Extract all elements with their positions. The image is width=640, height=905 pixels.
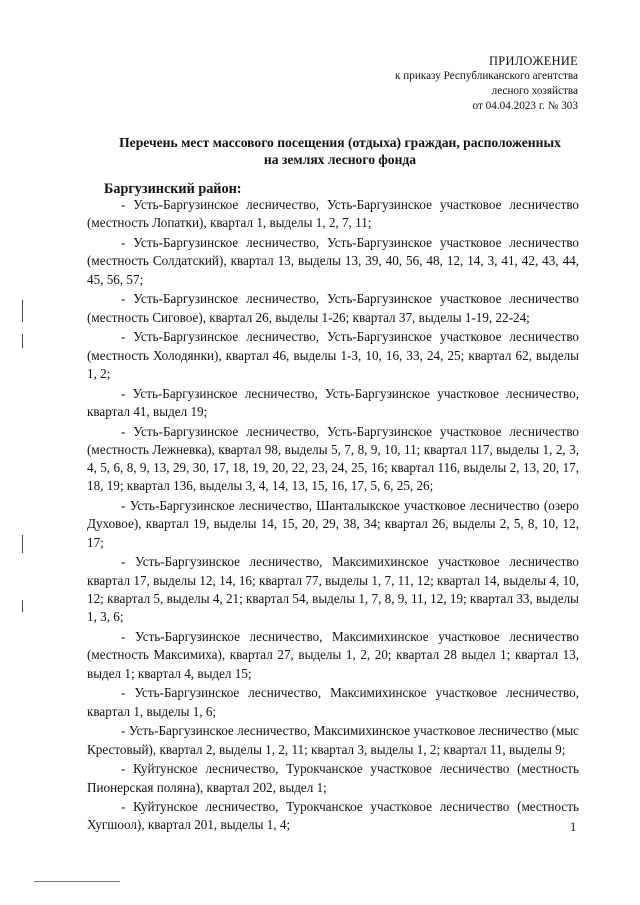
list-item: - Усть-Баргузинское лесничество, Усть-Баргузинское участковое лесничество (местность Солдатский), квартал 13, выделы 13, 39, 40, 56, 48, 12, 14, 3, 41, 42, 43, 44, 45, 56, 57; <box>87 234 579 287</box>
district-heading: Баргузинский район: <box>104 181 242 197</box>
list-item: - Усть-Баргузинское лесничество, Максимихинское участковое лесничество (мыс Крестовый), квартал 2, выделы 1, 2, 11; квартал 3, выделы 1, 2; квартал 11, выделы 9; <box>87 723 579 757</box>
list-item: - Усть-Баргузинское лесничество, Усть-Баргузинское участковое лесничество (местность Лежневка), квартал 98, выделы 5, 7, 8, 9, 10, 11; квартал 117, выделы 1, 2, 3, 4, 5, 6, 8, 9, 13, 29, 30, 17, 18, 19, 20, 22, 23, 24, 25, 16; квартал 116, выделы 2, 13, 20, 17, 18, 19; квартал 136, выделы 3, 4, 14, 13, 15, 16, 17, 5, 6, 25, 26; <box>87 423 579 494</box>
page-number: 1 <box>570 820 577 834</box>
list-item: - Усть-Баргузинское лесничество, Максимихинское участковое лесничество квартал 17, выделы 12, 14, 16; квартал 77, выделы 1, 7, 11, 12; квартал 14, выделы 4, 10, 12; квартал 5, выделы 4, 21; квартал 54, выделы 1, 7, 8, 9, 11, 12, 19; квартал 33, выделы 1, 3, 6; <box>87 554 579 625</box>
list-item: - Усть-Баргузинское лесничество, Максимихинское участковое лесничество (местность Максимиха), квартал 27, выделы 1, 2, 20; квартал 28 выдел 1; квартал 13, выдел 1; квартал 4, выдел 15; <box>87 628 579 681</box>
list-item: - Куйтунское лесничество, Турокчанское участковое лесничество (местность Пионерская поляна), квартал 202, выдел 1; <box>87 761 579 795</box>
list-item: - Усть-Баргузинское лесничество, Усть-Баргузинское участковое лесничество (местность Холодянки), квартал 46, выделы 1-3, 10, 16, 33, 24, 25; квартал 62, выделы 1, 2; <box>87 329 579 381</box>
scan-mark <box>22 334 23 348</box>
appendix-header <box>395 54 578 114</box>
appendix-line-3: от 04.04.2023 г. № 303 <box>472 100 578 112</box>
list-item: - Усть-Баргузинское лесничество, Усть-Баргузинское участковое лесничество (местность Сиговое), квартал 26, выделы 1-26; квартал 37, выделы 1-19, 22-24; <box>87 291 579 325</box>
list-item: - Усть-Баргузинское лесничество, Усть-Баргузинское участковое лесничество, квартал 41, выдел 19; <box>87 385 579 419</box>
list-item: - Куйтунское лесничество, Турокчанское участковое лесничество (местность Хугшоол), квартал 201, выделы 1, 4; <box>87 799 579 833</box>
appendix-line-2: лесного хозяйства <box>491 85 578 97</box>
appendix-title: ПРИЛОЖЕНИЕ <box>489 54 578 68</box>
scan-mark <box>22 300 23 322</box>
list-item: - Усть-Баргузинское лесничество, Усть-Баргузинское участковое лесничество (местность Лопатки), квартал 1, выделы 1, 2, 7, 11; <box>87 197 579 231</box>
document-title-line-1: Перечень мест массового посещения (отдыха) граждан, расположенных <box>119 135 561 150</box>
list-item: - Усть-Баргузинское лесничество, Шанталыкское участковое лесничество (озеро Духовое), квартал 19, выделы 14, 15, 20, 29, 38, 34; квартал 26, выделы 2, 5, 8, 10, 12, 17; <box>87 498 579 550</box>
document-title-line-2: на землях лесного фонда <box>263 152 417 167</box>
appendix-line-1: к приказу Республиканского агентства <box>395 70 578 82</box>
scan-mark <box>22 600 23 612</box>
footer-rule <box>34 881 120 882</box>
location-list <box>87 196 579 836</box>
list-item: - Усть-Баргузинское лесничество, Максимихинское участковое лесничество, квартал 1, выделы 1, 6; <box>87 685 579 719</box>
scan-mark <box>22 535 23 553</box>
document-title <box>100 134 580 168</box>
